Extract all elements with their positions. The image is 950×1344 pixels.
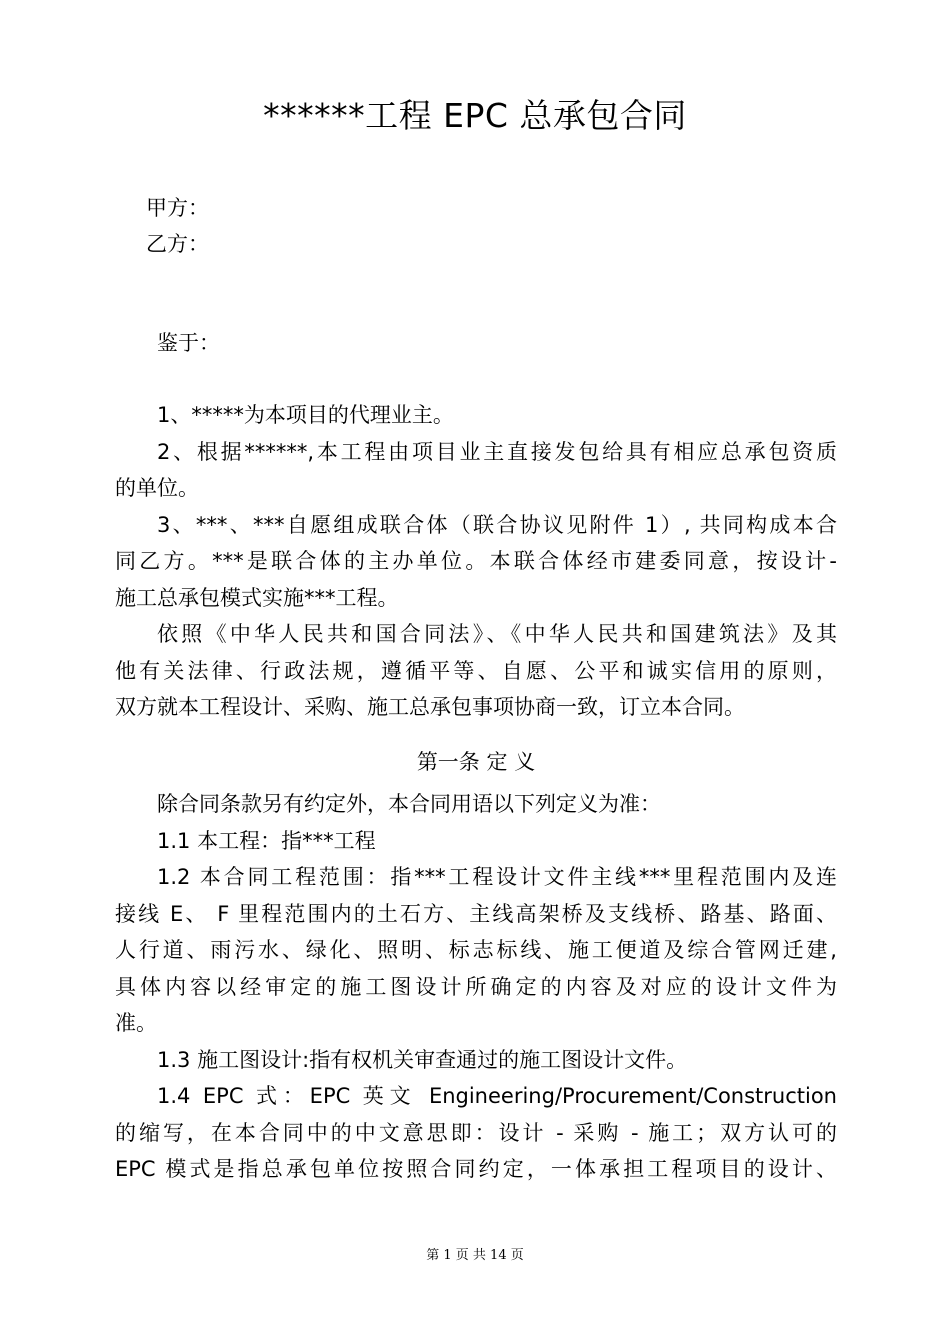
- definition-line-7: 准。: [115, 1011, 157, 1035]
- recital-line-6: 施工总承包模式实施***工程。: [115, 585, 399, 610]
- recital-line-7: 依照《中华人民共和国合同法》、《中华人民共和国建筑法》及其: [157, 622, 837, 646]
- recital-line-3: 的单位。: [115, 476, 199, 500]
- party-a-label: 甲方：: [146, 196, 209, 220]
- article-heading: 第一条 定 义: [416, 750, 536, 774]
- recital-line-5: 同乙方。***是联合体的主办单位。本联合体经市建委同意，按设计-: [115, 549, 837, 573]
- recital-line-4: 3、***、***自愿组成联合体（联合协议见附件 1）, 共同构成本合: [157, 512, 837, 537]
- definition-line-11: EPC 模式是指总承包单位按照合同约定，一体承担工程项目的设计、: [115, 1157, 837, 1181]
- definition-line-10: 的缩写，在本合同中的中文意思即：设计 - 采购 - 施工；双方认可的: [115, 1120, 837, 1145]
- definition-line-2: 1.1 本工程：指***工程: [157, 828, 376, 853]
- definition-line-8: 1.3 施工图设计:指有权机关审查通过的施工图设计文件。: [157, 1047, 688, 1072]
- page-footer: 第 1 页 共 14 页: [426, 1248, 524, 1263]
- recital-line-2: 2、根据******,本工程由项目业主直接发包给具有相应总承包资质: [157, 439, 837, 464]
- party-b-label: 乙方：: [146, 232, 209, 256]
- article-one: [115, 738, 837, 1188]
- whereas-label: 鉴于：: [157, 331, 220, 355]
- recital-line-9: 双方就本工程设计、采购、施工总承包事项协商一致，订立本合同。: [115, 695, 745, 719]
- definition-line-6: 具体内容以经审定的施工图设计所确定的内容及对应的设计文件为: [115, 974, 837, 999]
- definition-line-4: 接线 E、 F 里程范围内的土石方、主线高架桥及支线桥、路基、路面、: [115, 901, 837, 926]
- definition-line-3: 1.2 本合同工程范围：指***工程设计文件主线***里程范围内及连: [157, 865, 837, 889]
- definition-line-9: 1.4 EPC 式：EPC 英文 Engineering/Procurement/Construction: [157, 1084, 837, 1108]
- contract-title: ******工程 EPC 总承包合同: [263, 96, 687, 135]
- recitals-block: [115, 397, 837, 726]
- definition-line-5: 人行道、雨污水、绿化、照明、标志标线、施工便道及综合管网迁建,: [115, 938, 837, 962]
- recital-line-8: 他有关法律、行政法规，遵循平等、自愿、公平和诚实信用的原则，: [115, 658, 837, 683]
- definition-line-1: 除合同条款另有约定外，本合同用语以下列定义为准：: [157, 792, 661, 816]
- recital-line-1: 1、*****为本项目的代理业主。: [157, 403, 454, 427]
